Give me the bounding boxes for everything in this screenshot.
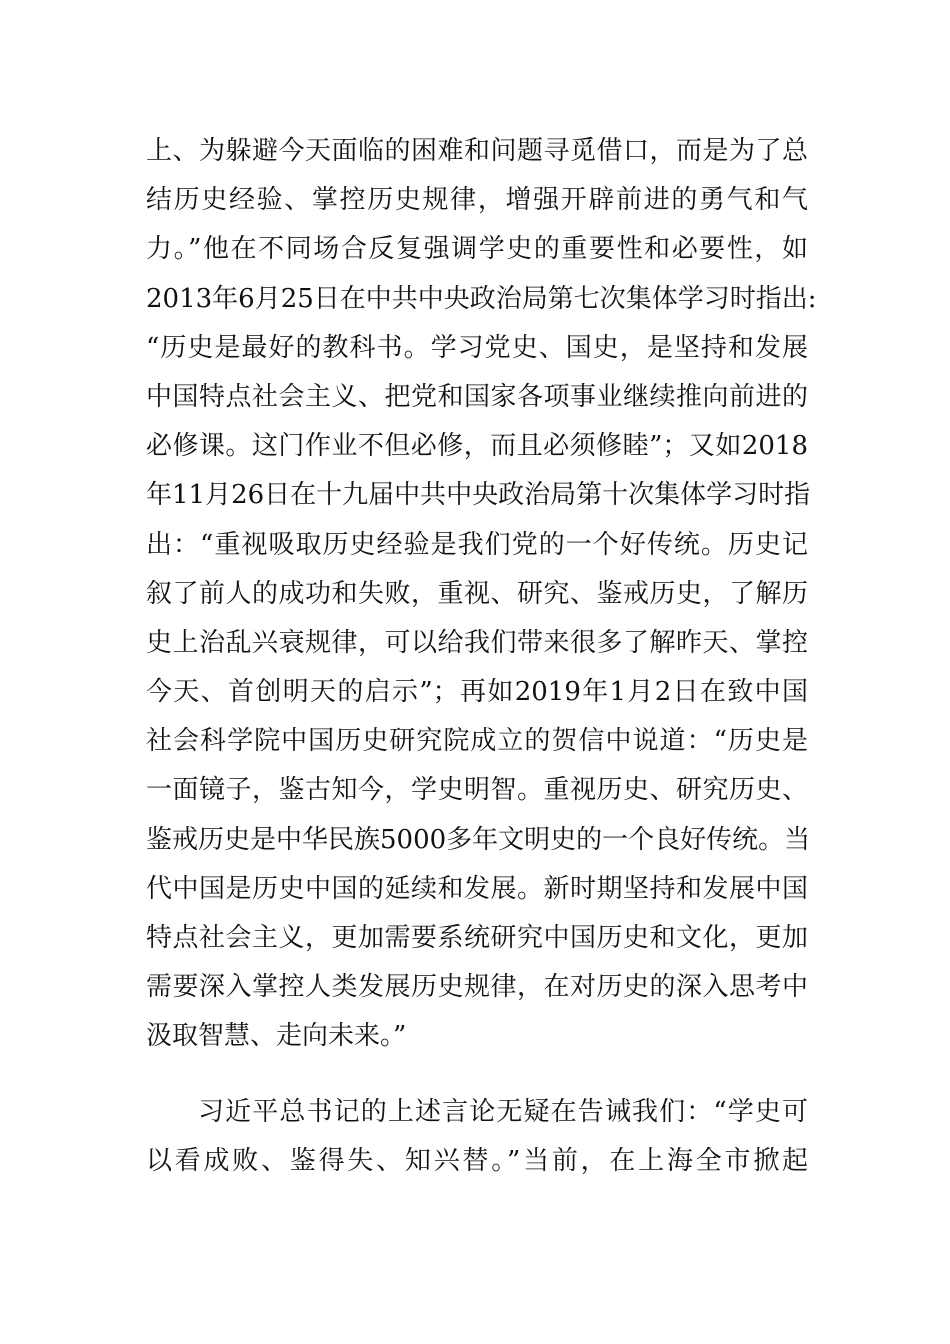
text-line: 鉴戒历史是中华民族5000多年文明史的一个良好传统。当 xyxy=(146,824,811,855)
text-line: 力。”他在不同场合反复强调学史的重要性和必要性，如 xyxy=(146,234,808,265)
text-line: 以看成败、鉴得失、知兴替。”当前，在上海全市掀起 xyxy=(146,1146,808,1177)
text-line: 史上治乱兴衰规律，可以给我们带来很多了解昨天、掌控 xyxy=(146,627,808,658)
text-line: 一面镜子，鉴古知今，学史明智。重视历史、研究历史、 xyxy=(146,775,808,806)
text-line: 今天、首创明天的启示”；再如2019年1月2日在致中国 xyxy=(146,677,808,708)
text-line: 年11月26日在十九届中共中央政治局第十次集体学习时指 xyxy=(146,480,811,511)
text-line: 中国特点社会主义、把党和国家各项事业继续推向前进的 xyxy=(146,381,808,412)
paragraph-1 xyxy=(146,127,817,1062)
text-line: 特点社会主义，更加需要系统研究中国历史和文化，更加 xyxy=(146,923,808,953)
text-line: 汲取智慧、走向未来。” xyxy=(146,1021,407,1052)
text-line: 结历史经验、掌控历史规律，增强开辟前进的勇气和气 xyxy=(146,185,808,216)
text-line: 叙了前人的成功和失败，重视、研究、鉴戒历史，了解历 xyxy=(146,578,808,609)
text-line: 上、为躲避今天面临的困难和问题寻觅借口，而是为了总 xyxy=(146,136,808,166)
paragraph-2 xyxy=(146,1088,808,1186)
text-line: 出：“重视吸取历史经验是我们党的一个好传统。历史记 xyxy=(146,529,808,560)
text-line: 社会科学院中国历史研究院成立的贺信中说道：“历史是 xyxy=(146,726,808,757)
text-line: 习近平总书记的上述言论无疑在告诫我们：“学史可 xyxy=(198,1097,808,1127)
text-line: 必修课。这门作业不但必修，而且必须修睦”；又如2018 xyxy=(146,431,808,462)
text-line: 代中国是历史中国的延续和发展。新时期坚持和发展中国 xyxy=(146,873,808,904)
text-line: 2013年6月25日在中共中央政治局第七次集体学习时指出: xyxy=(146,283,817,314)
text-line: 需要深入掌控人类发展历史规律，在对历史的深入思考中 xyxy=(146,972,808,1003)
text-line: “历史是最好的教科书。学习党史、国史，是坚持和发展 xyxy=(146,332,808,363)
